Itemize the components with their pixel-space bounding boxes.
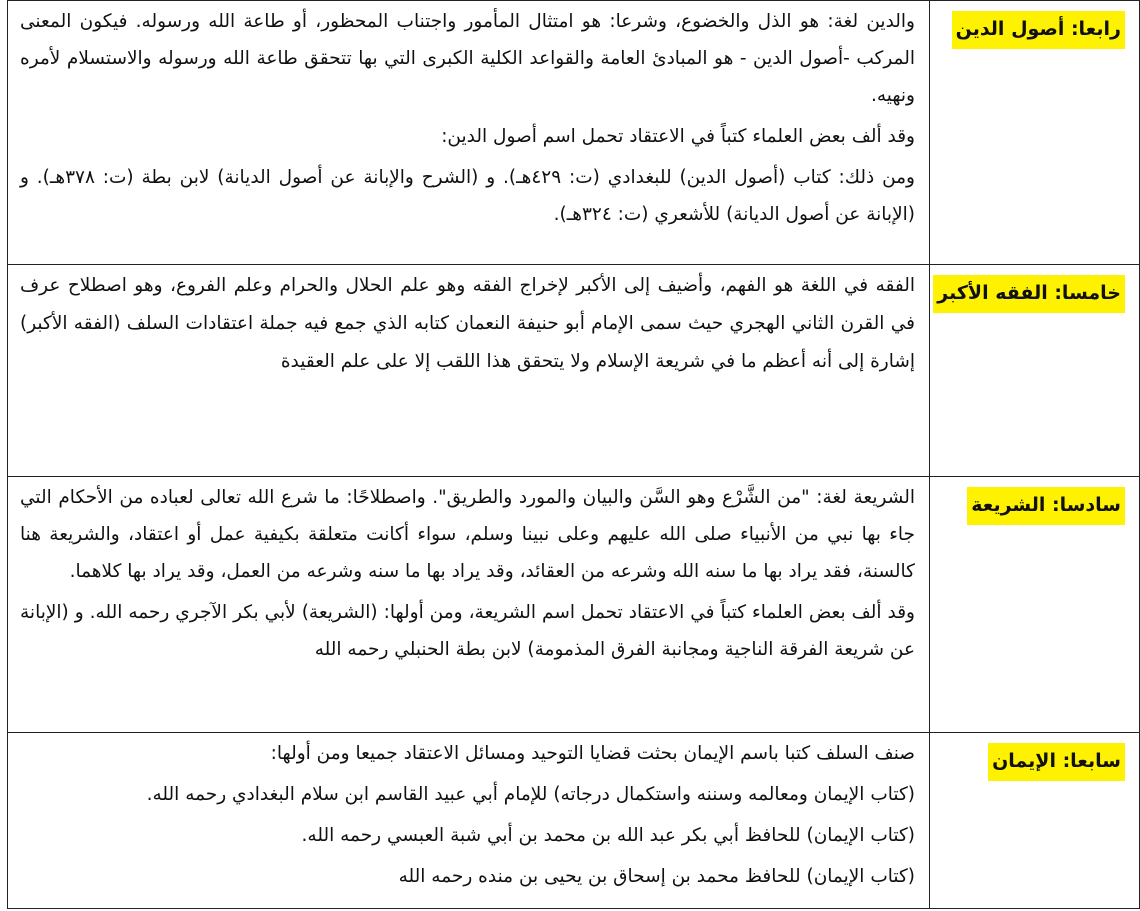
row-heading: رابعا: أصول الدين [952,11,1125,49]
heading-cell [930,1,1140,265]
paragraph: (كتاب الإيمان) للحافظ أبي بكر عبد الله بن محمد بن أبي شبة العبسي رحمه الله. [301,825,915,846]
row-heading: سابعا: الإيمان [988,743,1125,781]
table-row [8,265,1140,477]
content-cell [8,733,930,909]
content-cell [8,265,930,477]
paragraph: (كتاب الإيمان) للحافظ محمد بن إسحاق بن يحيى بن منده رحمه الله [398,866,915,887]
table-row [8,733,1140,909]
content-cell [8,477,930,733]
paragraph: ومن ذلك: كتاب (أصول الدين) للبغدادي (ت: ٤٢٩هـ). و (الشرح والإبانة عن أصول الديانة) لابن بطة (ت: ٣٧٨هـ). و (الإبانة عن أصول الديانة) للأشعري (ت: ٣٢٤هـ). [20,167,915,225]
table-row [8,1,1140,265]
paragraph: (كتاب الإيمان ومعالمه وسننه واستكمال درجاته) للإمام أبي عبيد القاسم ابن سلام البغدادي رحمه الله. [146,784,915,805]
table-row [8,477,1140,733]
row-heading: سادسا: الشريعة [967,487,1125,525]
heading-cell [930,733,1140,909]
paragraph: الفقه في اللغة هو الفهم، وأضيف إلى الأكبر لإخراج الفقه وهو علم الحلال والحرام وعلم الفروع، وهو اصطلاح عرف في القرن الثاني الهجري حيث سمى الإمام أبو حنيفة النعمان كتابه الذي جمع فيه جملة اعتقادات السلف (الفقه الأكبر) إشارة إلى أنه أعظم ما في شريعة الإسلام ولا يتحقق هذا اللقب إلا على علم العقيدة [20,275,915,372]
content-cell [8,1,930,265]
definitions-table [7,0,1140,909]
paragraph: وقد ألف بعض العلماء كتباً في الاعتقاد تحمل اسم أصول الدين: [441,126,915,147]
row-heading: خامسا: الفقه الأكبر [933,275,1125,313]
paragraph: صنف السلف كتبا باسم الإيمان بحثت قضايا التوحيد ومسائل الاعتقاد جميعا ومن أولها: [270,743,915,764]
paragraph: وقد ألف بعض العلماء كتباً في الاعتقاد تحمل اسم الشريعة، ومن أولها: (الشريعة) لأبي بكر الآجري رحمه الله. و (الإبانة عن شريعة الفرقة الناجية ومجانبة الفرق المذمومة) لابن بطة الحنبلي رحمه الله [20,602,915,660]
paragraph: الشريعة لغة: "من الشَّرْع وهو السَّن والبيان والمورد والطريق". واصطلاحًا: ما شرع الله تعالى لعباده من الأحكام التي جاء بها نبي من الأنبياء صلى الله عليهم وعلى نبينا وسلم، سواء أكانت متعلقة بكيفية عمل أو اعتقاد، والشريعة هنا كالسنة، فقد يراد بها ما سنه الله وشرعه من العقائد، وقد يراد بها ما سنه وشرعه من العمل، وقد يراد بها كلاهما. [20,487,915,582]
paragraph: والدين لغة: هو الذل والخضوع، وشرعا: هو امتثال المأمور واجتناب المحظور، أو طاعة الله ورسوله. فيكون المعنى المركب -أصول الدين - هو المبادئ العامة والقواعد الكلية الكبرى التي بها تتحقق طاعة الله ورسوله والاستسلام لأمره ونهيه. [20,11,915,106]
heading-cell [930,265,1140,477]
heading-cell [930,477,1140,733]
